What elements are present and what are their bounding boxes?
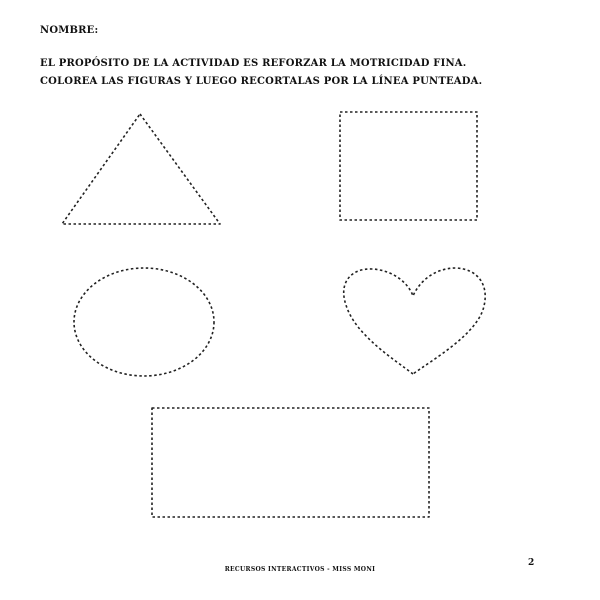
dotted-square xyxy=(340,112,477,220)
footer-credit: RECURSOS INTERACTIVOS - MISS MONI xyxy=(224,566,376,573)
dotted-oval xyxy=(74,268,214,376)
dotted-rectangle xyxy=(152,408,429,517)
instruction-line-1: EL PROPÓSITO DE LA ACTIVIDAD ES REFORZAR LA MOTRICIDAD FINA. xyxy=(40,58,467,69)
dotted-triangle xyxy=(62,114,220,224)
dotted-heart xyxy=(344,268,485,374)
name-label: NOMBRE: xyxy=(40,25,99,36)
instruction-line-2: COLOREA LAS FIGURAS Y LUEGO RECORTALAS POR LA LÍNEA PUNTEADA. xyxy=(40,76,483,87)
page-number: 2 xyxy=(528,558,535,568)
